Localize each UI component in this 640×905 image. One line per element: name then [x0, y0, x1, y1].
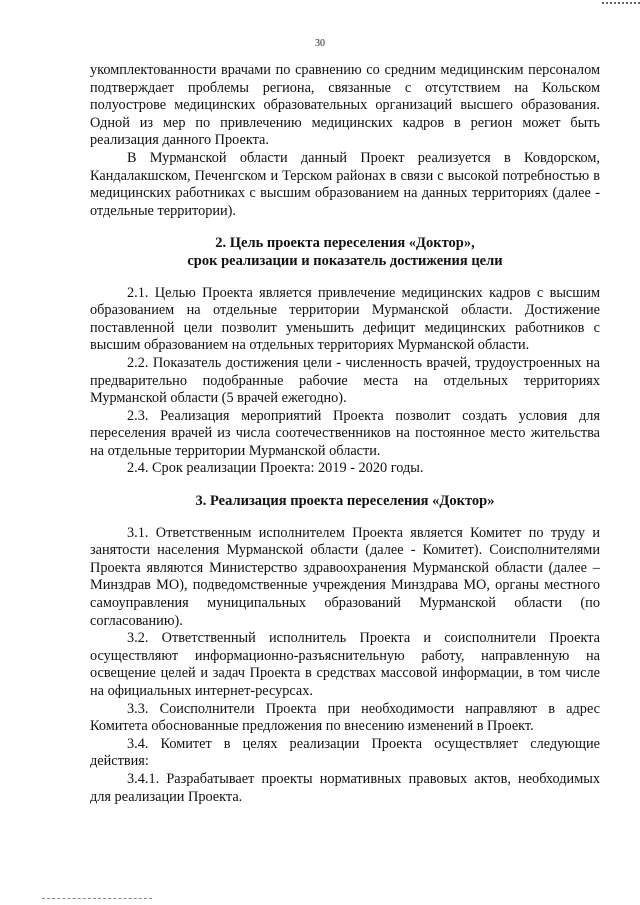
paragraph-3-2: 3.2. Ответственный исполнитель Проекта и соисполнители Проекта осуществляют информационно-разъяснительную работу, направленную на освещение целей и задач Проекта в средствах массовой информации, в том числе на официальных интернет-ресурсах. — [90, 630, 600, 699]
section-3-heading — [90, 493, 600, 511]
paragraph-3-4-1: 3.4.1. Разрабатывает проекты нормативных правовых актов, необходимых для реализации Проекта. — [90, 770, 600, 805]
section-heading-line: 3. Реализация проекта переселения «Доктор» — [195, 493, 495, 510]
section-2-heading — [90, 235, 600, 270]
document-body — [90, 62, 600, 806]
page-number: 30 — [315, 38, 325, 49]
paragraph: В Мурманской области данный Проект реализуется в Ковдорском, Кандалакшском, Печенгском и Терском районах в связи с высокой потребностью в медицинских работниках с высшим образованием на данных территориях (далее - отдельные территории). — [90, 149, 600, 219]
paragraph-2-3: 2.3. Реализация мероприятий Проекта позволит создать условия для переселения врачей из числа соотечественников на постоянное место жительства на отдельные территории Мурманской области. — [90, 407, 600, 459]
scan-footer-mark — [42, 897, 152, 899]
paragraph: укомплектованности врачами по сравнению со средним медицинским персоналом подтверждает проблемы региона, связанные с отсутствием на Кольском полуострове медицинских образовательных организаций высшего образования. Одной из мер по привлечению медицинских кадров в регион может быть реализация данного Проекта. — [90, 62, 600, 149]
paragraph-2-1: 2.1. Целью Проекта является привлечение медицинских кадров с высшим образованием на отдельные территории Мурманской области. Достижение поставленной цели позволит уменьшить дефицит медицинских работников с высшим образованием на отдельных территориях Мурманской области. — [90, 284, 600, 354]
section-heading-line: 2. Цель проекта переселения «Доктор», — [215, 235, 475, 252]
scan-edge-mark — [602, 2, 640, 6]
paragraph-2-4: 2.4. Срок реализации Проекта: 2019 - 2020 годы. — [127, 460, 424, 477]
paragraph-3-3: 3.3. Соисполнители Проекта при необходимости направляют в адрес Комитета обоснованные предложения по внесению изменений в Проект. — [90, 700, 600, 735]
section-heading-line: срок реализации и показатель достижения цели — [187, 252, 503, 269]
paragraph-2-2: 2.2. Показатель достижения цели - численность врачей, трудоустроенных на предварительно подобранные рабочие места на отдельных территориях Мурманской области (5 врачей ежегодно). — [90, 354, 600, 407]
paragraph-3-1: 3.1. Ответственным исполнителем Проекта является Комитет по труду и занятости населения Мурманской области (далее - Комитет). Соисполнителями Проекта являются Министерство здравоохранения Мурманской области (далее – Минздрав МО), подведомственные учреждения Минздрава МО, органы местного самоуправления муниципальных образований Мурманской области (по согласованию). — [90, 524, 600, 629]
paragraph-3-4: 3.4. Комитет в целях реализации Проекта осуществляет следующие действия: — [90, 735, 600, 770]
